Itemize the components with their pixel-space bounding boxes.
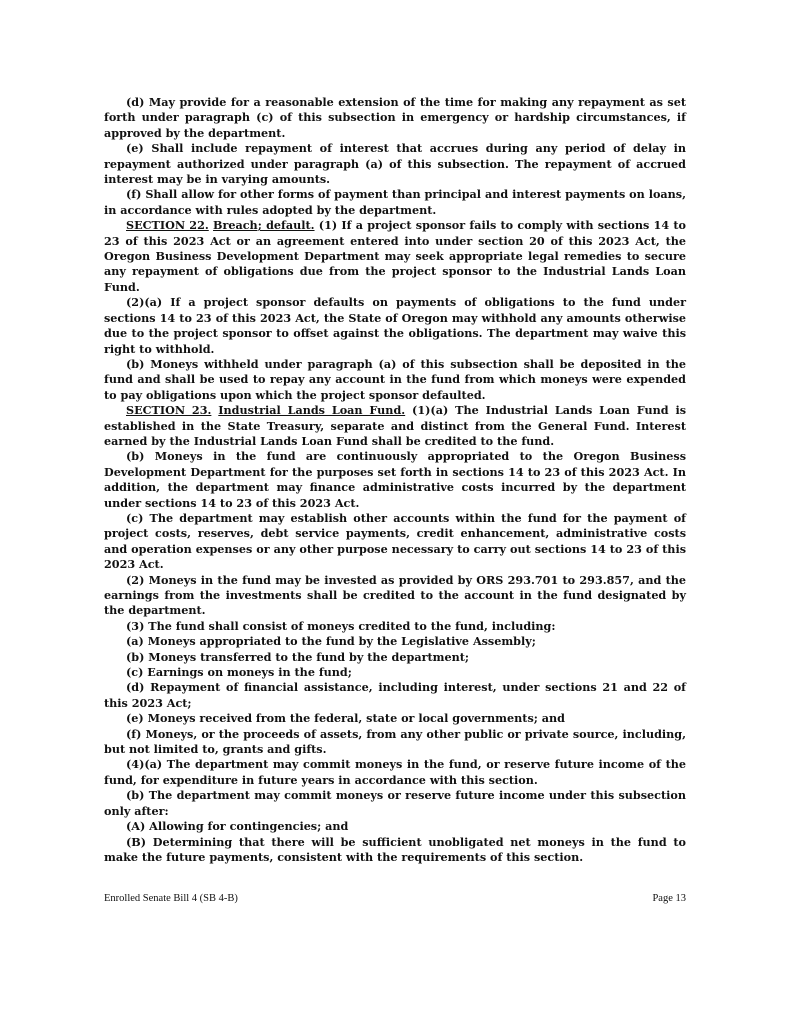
paragraph-text: (1)(a) The Industrial Lands Loan Fund is established in the State Treasury, separate and distinct from the General Fund. Interest earned by the Industrial Lands Loan Fund shall be credited to the fund.	[104, 403, 686, 448]
paragraph-text: (2) Moneys in the fund may be invested as provided by ORS 293.701 to 293.857, and the earnings from the investments shall be credited to the account in the fund designated by the department.	[104, 572, 686, 618]
paragraph-text: (2)(a) If a project sponsor defaults on payments of obligations to the fund under sections 14 to 23 of this 2023 Act, the State of Oregon may withhold any amounts otherwise due to the project sponsor to offset against the obligations. The department may waive this right to withhold.	[104, 295, 686, 356]
section-heading: Industrial Lands Loan Fund.	[218, 403, 406, 418]
section-paragraph	[104, 218, 686, 295]
statute-paragraph	[104, 573, 686, 619]
paragraph-text: (e) Moneys received from the federal, state or local governments; and	[126, 711, 565, 726]
statute-paragraph	[104, 619, 686, 634]
paragraph-text: (f) Moneys, or the proceeds of assets, from any other public or private source, including, but not limited to, grants and gifts.	[104, 726, 686, 757]
statute-paragraph	[104, 727, 686, 758]
paragraph-text: (1) If a project sponsor fails to comply with sections 14 to 23 of this 2023 Act or an agreement entered into under section 20 of this 2023 Act, the Oregon Business Development Department may seek appropriate legal remedies to secure any repayment of obligations due from the project sponsor to the Industrial Lands Loan Fund.	[104, 218, 686, 294]
statute-paragraph	[104, 819, 686, 834]
statute-paragraph	[104, 511, 686, 573]
statute-paragraph	[104, 357, 686, 403]
section-number: SECTION 23.	[126, 403, 212, 418]
statute-paragraph	[104, 835, 686, 866]
statute-paragraph	[104, 295, 686, 357]
paragraph-text: (a) Moneys appropriated to the fund by the Legislative Assembly;	[126, 634, 536, 649]
paragraph-text: (A) Allowing for contingencies; and	[126, 819, 349, 834]
section-heading: Breach; default.	[213, 218, 315, 233]
statute-paragraph	[104, 187, 686, 218]
statute-paragraph	[104, 141, 686, 187]
paragraph-text: (3) The fund shall consist of moneys credited to the fund, including:	[126, 618, 556, 633]
statute-paragraph	[104, 711, 686, 726]
document-body	[104, 95, 686, 865]
statute-paragraph	[104, 650, 686, 665]
paragraph-text: (d) May provide for a reasonable extension of the time for making any repayment as set forth under paragraph (c) of this subsection in emergency or hardship circumstances, if approved by the department.	[104, 95, 686, 140]
section-number: SECTION 22.	[126, 218, 209, 233]
statute-paragraph	[104, 788, 686, 819]
section-paragraph	[104, 403, 686, 449]
page-number: Page 13	[652, 893, 686, 904]
statute-paragraph	[104, 680, 686, 711]
statute-paragraph	[104, 665, 686, 680]
paragraph-text: (c) Earnings on moneys in the fund;	[126, 665, 352, 680]
paragraph-text: (f) Shall allow for other forms of payment than principal and interest payments on loans, in accordance with rules adopted by the department.	[104, 187, 686, 217]
statute-paragraph	[104, 449, 686, 511]
paragraph-text: (c) The department may establish other accounts within the fund for the payment of project costs, reserves, debt service payments, credit enhancement, administrative costs and operation expenses or any other purpose necessary to carry out sections 14 to 23 of this 2023 Act.	[104, 510, 686, 572]
paragraph-text: (b) Moneys transferred to the fund by the department;	[126, 649, 470, 664]
bill-identifier: Enrolled Senate Bill 4 (SB 4-B)	[104, 893, 238, 904]
paragraph-text: (d) Repayment of financial assistance, including interest, under sections 21 and 22 of this 2023 Act;	[104, 680, 686, 710]
paragraph-text: (b) Moneys withheld under paragraph (a) of this subsection shall be deposited in the fund and shall be used to repay any account in the fund from which moneys were expended to pay obligations upon which the project sponsor defaulted.	[104, 356, 686, 402]
paragraph-text: (e) Shall include repayment of interest that accrues during any period of delay in repayment authorized under paragraph (a) of this subsection. The repayment of accrued interest may be in varying amounts.	[104, 141, 686, 187]
paragraph-text: (b) The department may commit moneys or reserve future income under this subsection only after:	[104, 788, 686, 818]
statute-paragraph	[104, 95, 686, 141]
statute-paragraph	[104, 757, 686, 788]
paragraph-text: (b) Moneys in the fund are continuously appropriated to the Oregon Business Development Department for the purposes set forth in sections 14 to 23 of this 2023 Act. In addition, the department may finance administrative costs incurred by the department under sections 14 to 23 of this 2023 Act.	[104, 449, 686, 510]
statute-paragraph	[104, 634, 686, 649]
paragraph-text: (B) Determining that there will be sufficient unobligated net moneys in the fund to make the future payments, consistent with the requirements of this section.	[104, 834, 686, 864]
paragraph-text: (4)(a) The department may commit moneys in the fund, or reserve future income of the fund, for expenditure in future years in accordance with this section.	[104, 757, 686, 787]
